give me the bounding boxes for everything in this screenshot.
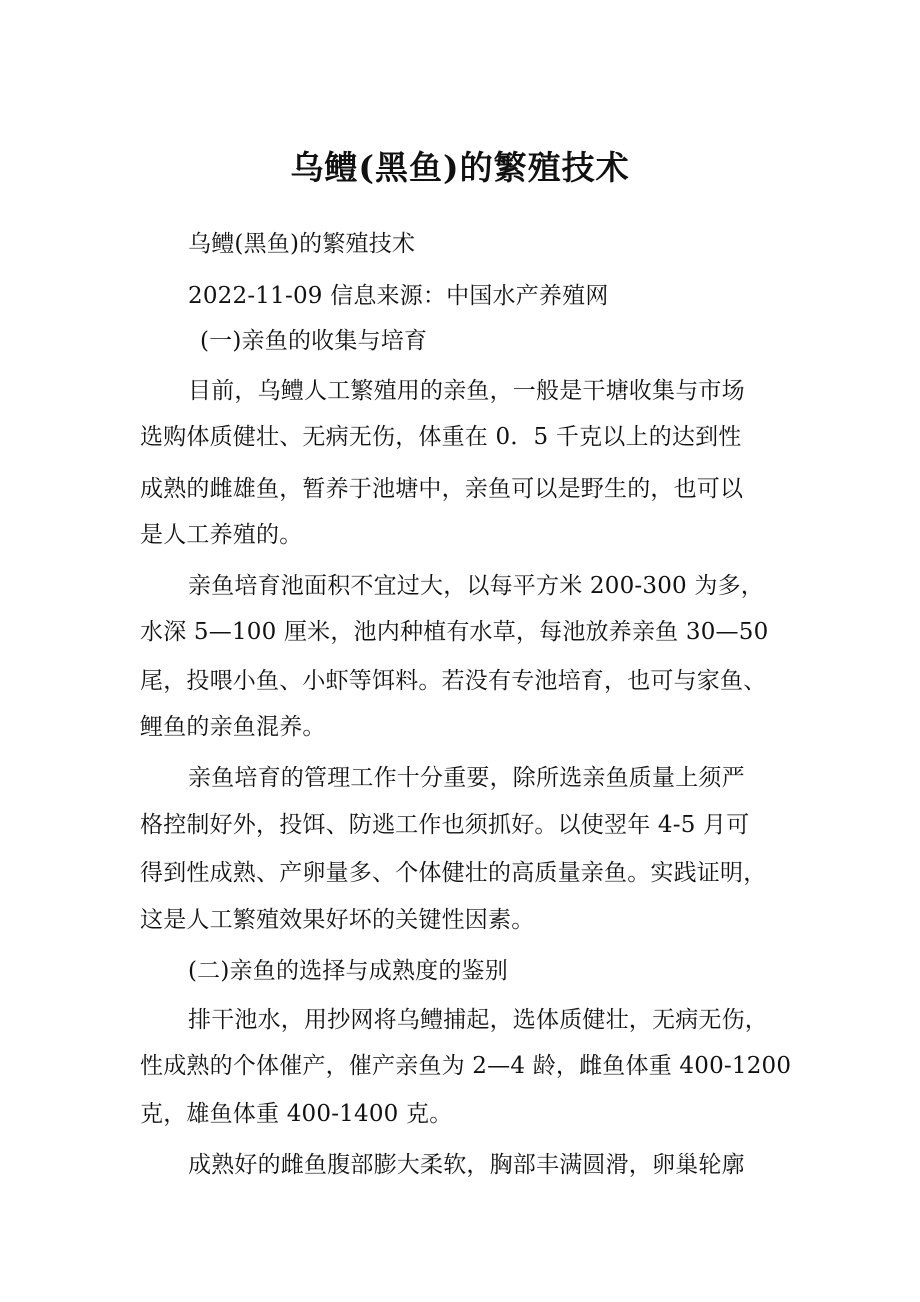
paragraph-line: 尾，投喂小鱼、小虾等饵料。若没有专池培育，也可与家鱼、 — [140, 668, 767, 694]
paragraph-line: 鲤鱼的亲鱼混养。 — [140, 714, 326, 740]
paragraph-line: 这是人工繁殖效果好坏的关键性因素。 — [140, 907, 535, 933]
paragraph-line: 成熟的雌雄鱼，暂养于池塘中，亲鱼可以是野生的，也可以 — [140, 476, 744, 502]
paragraph-line: 排干池水，用抄网将乌鳢捕起，选体质健壮，无病无伤， — [188, 1007, 768, 1033]
document-title: 乌鳢(黑鱼)的繁殖技术 — [290, 148, 630, 187]
paragraph-line: 得到性成熟、产卵量多、个体健壮的高质量亲鱼。实践证明， — [140, 860, 767, 886]
paragraph-line: 是人工养殖的。 — [140, 522, 303, 548]
section-heading-1: (一)亲鱼的收集与培育 — [200, 328, 428, 354]
paragraph-line: 选购体质健壮、无病无伤，体重在 0．5 千克以上的达到性 — [140, 424, 742, 450]
paragraph-line: 亲鱼培育池面积不宜过大，以每平方米 200-300 为多， — [188, 573, 764, 599]
paragraph-line: 目前，乌鳢人工繁殖用的亲鱼，一般是干塘收集与市场 — [188, 378, 745, 404]
paragraph-line: 格控制好外，投饵、防逃工作也须抓好。以使翌年 4-5 月可 — [140, 812, 750, 838]
paragraph-line: 性成熟的个体催产，催产亲鱼为 2—4 龄，雌鱼体重 400-1200 — [140, 1053, 792, 1079]
source-meta: 2022-11-09 信息来源：中国水产养殖网 — [188, 283, 609, 309]
section-heading-2: (二)亲鱼的选择与成熟度的鉴别 — [188, 958, 508, 984]
paragraph-line: 克，雄鱼体重 400-1400 克。 — [140, 1101, 453, 1127]
subtitle: 乌鳢(黑鱼)的繁殖技术 — [188, 231, 416, 257]
paragraph-line: 成熟好的雌鱼腹部膨大柔软，胸部丰满圆滑，卵巢轮廓 — [188, 1152, 745, 1178]
paragraph-line: 水深 5—100 厘米，池内种植有水草，每池放养亲鱼 30—50 — [140, 619, 769, 645]
paragraph-line: 亲鱼培育的管理工作十分重要，除所选亲鱼质量上须严 — [188, 765, 745, 791]
